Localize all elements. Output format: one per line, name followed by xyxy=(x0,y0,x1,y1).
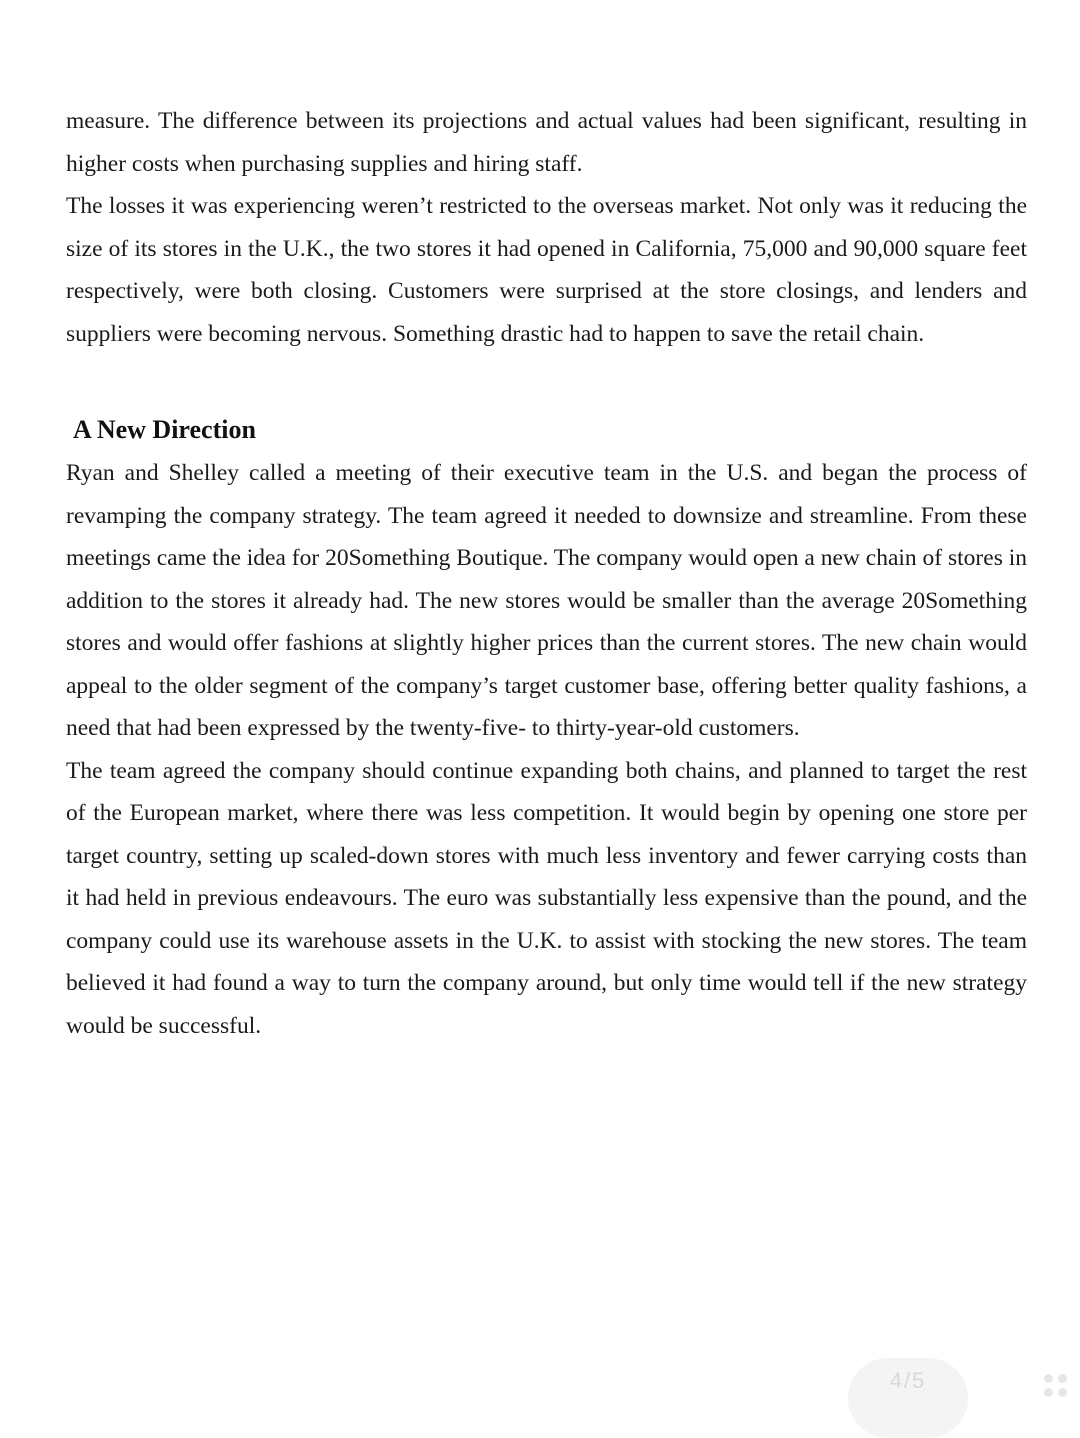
paragraph-section-1: Ryan and Shelley called a meeting of their executive team in the U.S. and began the process of revamping the company strategy. The team agreed it needed to downsize and streamline. From these meetings came the idea for 20Something Boutique. The company would open a new chain of stores in addition to the stores it already had. The new stores would be smaller than the average 20Something stores and would offer fashions at slightly higher prices than the current stores. The new chain would appeal to the older segment of the company’s target customer base, offering better quality fashions, a need that had been expressed by the twenty-five- to thirty-year-old customers. xyxy=(66,460,1027,741)
paragraph-section-2: The team agreed the company should continue expanding both chains, and planned to target the rest of the European market, where there was less competition. It would begin by opening one store per target country, setting up scaled-down stores with much less inventory and fewer carrying costs than it had held in previous endeavours. The euro was substantially less expensive than the pound, and the company could use its warehouse assets in the U.K. to assist with stocking the new stores. The team believed it had found a way to turn the company around, but only time would tell if the new strategy would be successful. xyxy=(66,757,1027,1039)
paragraph-intro-2: The losses it was experiencing weren’t restricted to the overseas market. Not only was it reducing the size of its stores in the U.K., the two stores it had opened in California, 75,000 and 90,000 square feet respectively, were both closing. Customers were surprised at the store closings, and lenders and suppliers were becoming nervous. Something drastic had to happen to save the retail chain. xyxy=(66,193,1027,347)
paragraph-intro-1: measure. The difference between its projections and actual values had been significant, resulting in higher costs when purchasing supplies and hiring staff. xyxy=(66,108,1027,177)
section-title: A New Direction xyxy=(73,415,256,444)
grid-dots-icon[interactable] xyxy=(1044,1374,1074,1404)
page-indicator: 4/5 xyxy=(848,1358,968,1438)
section-spacer xyxy=(66,355,1027,408)
document-page xyxy=(66,100,1027,1047)
